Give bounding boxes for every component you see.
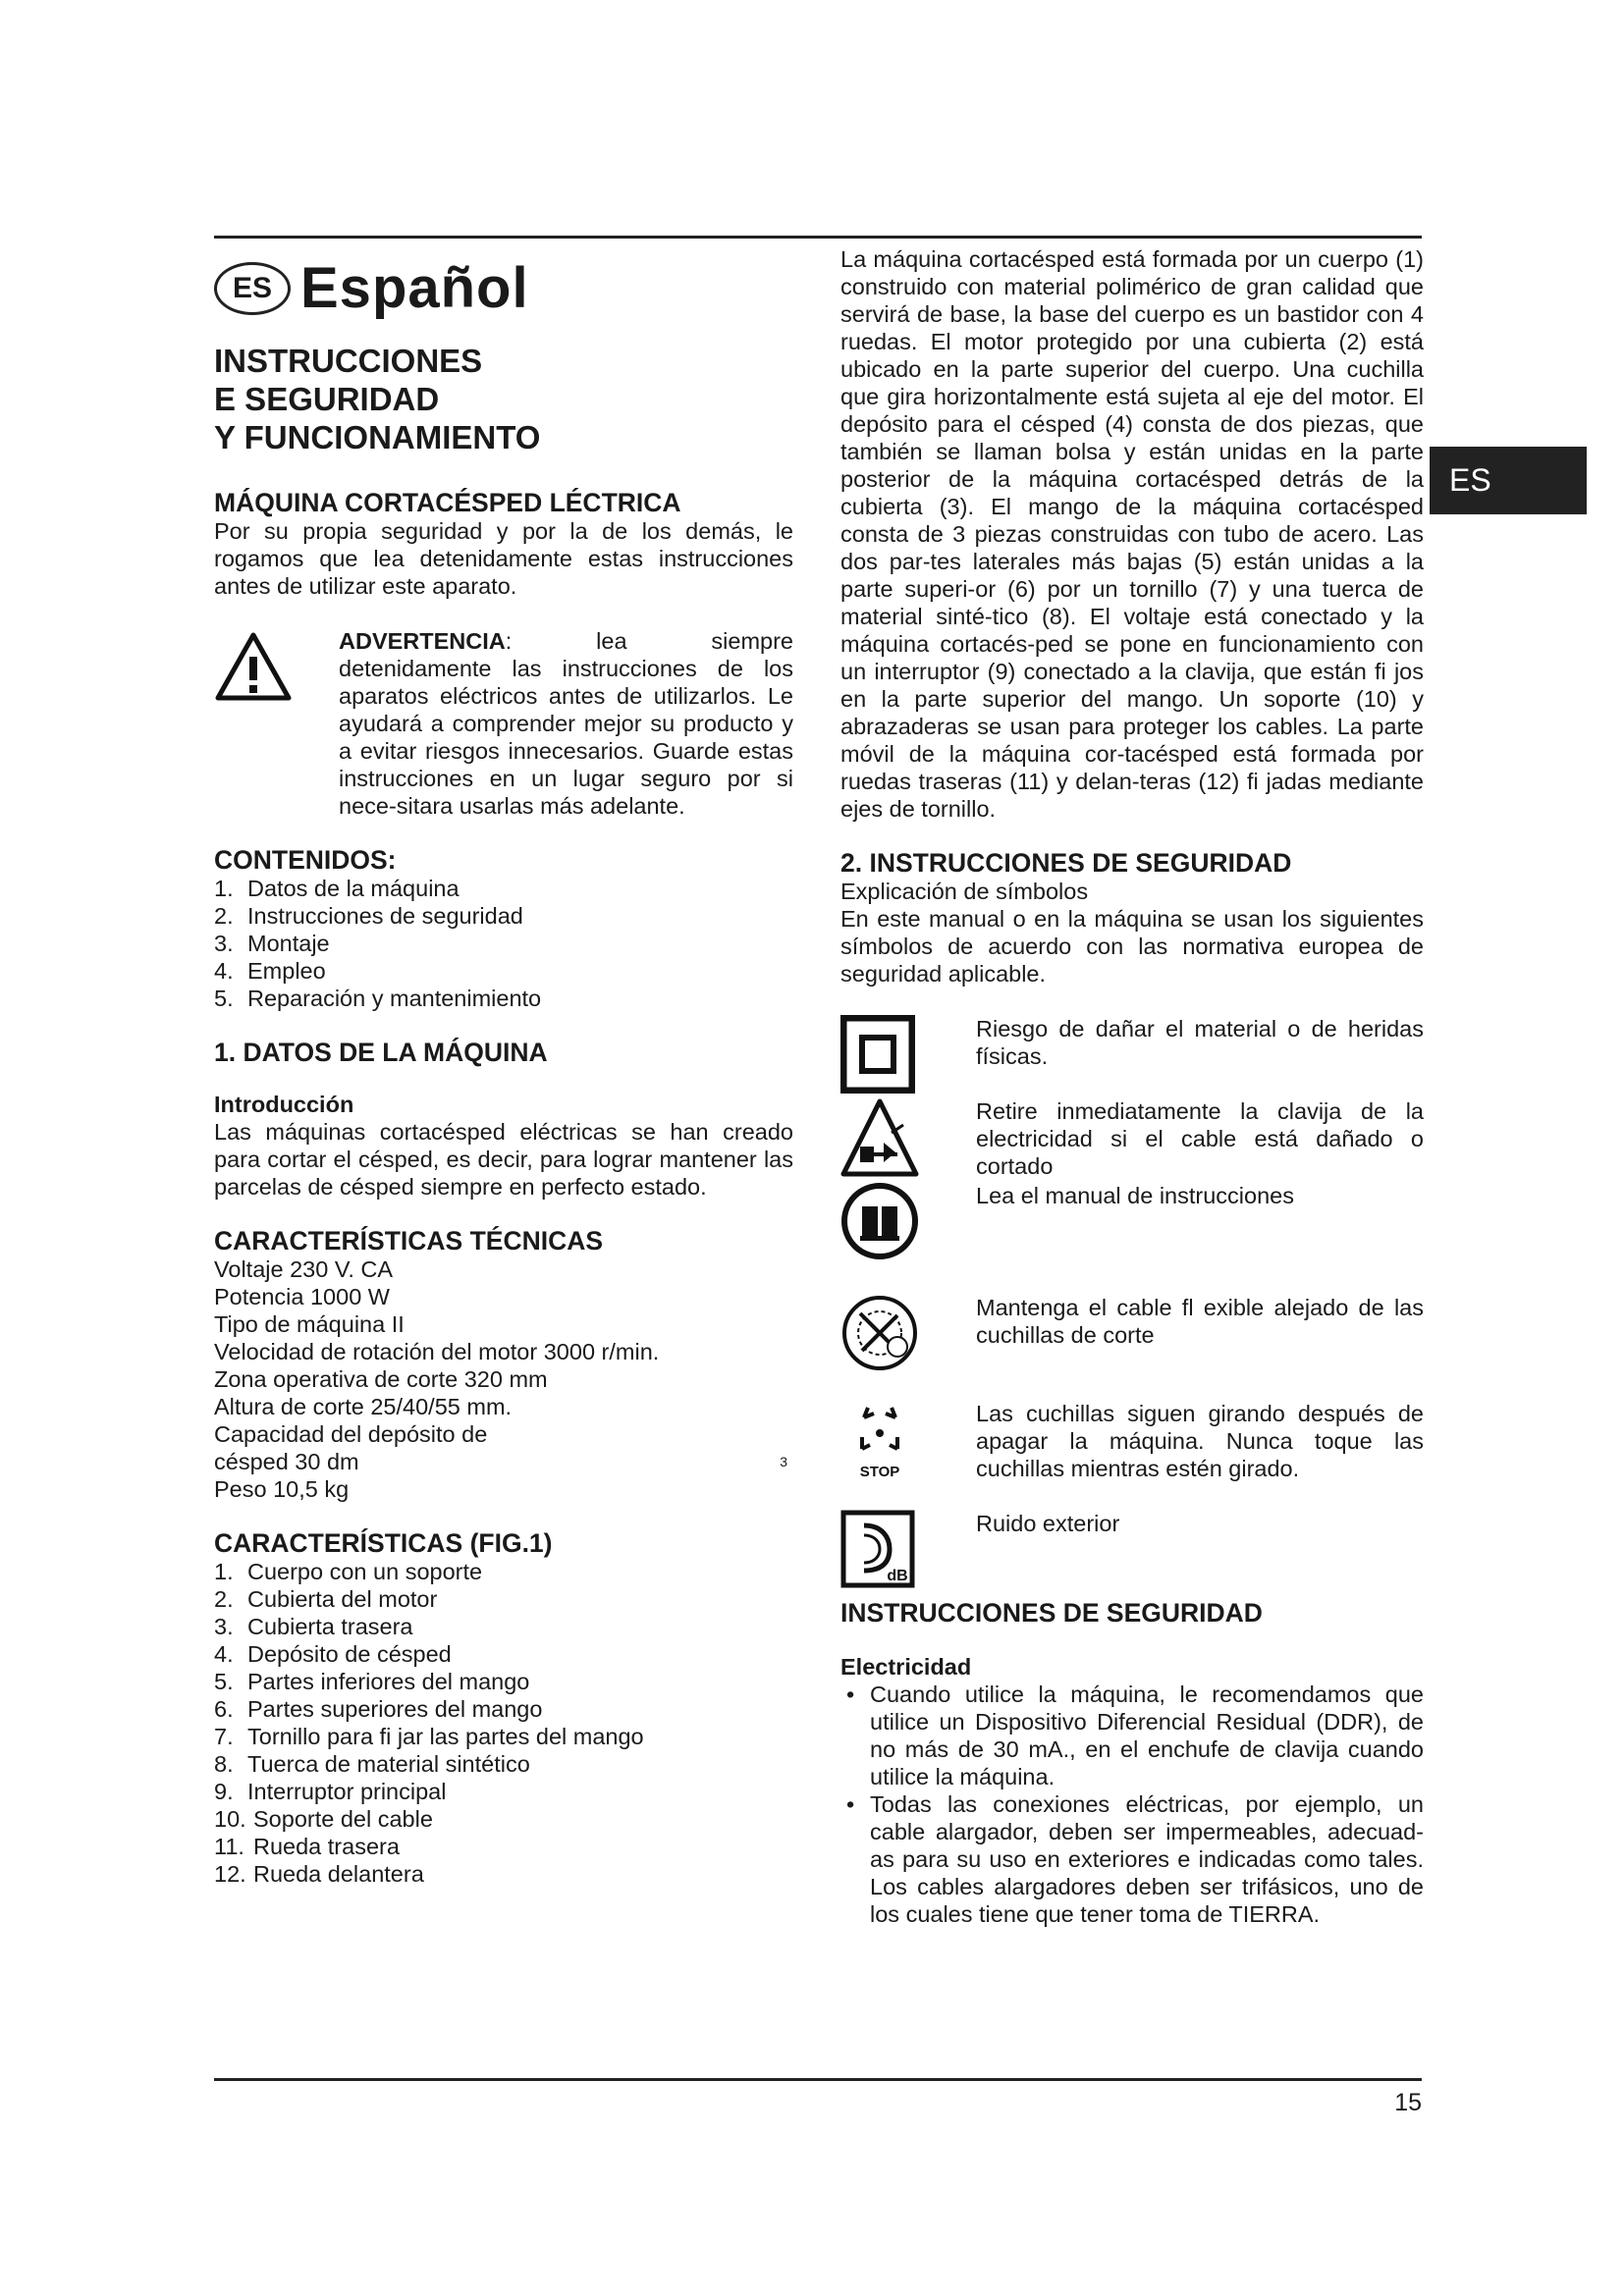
double-insulation-icon xyxy=(840,1015,915,1094)
list-item: 4. Empleo xyxy=(214,958,326,984)
list-item: 2. Instrucciones de seguridad xyxy=(214,903,523,929)
electricity-list xyxy=(840,1681,1424,1928)
list-item: 1. Datos de la máquina xyxy=(214,876,460,901)
section-2-title: 2. INSTRUCCIONES DE SEGURIDAD xyxy=(840,848,1292,878)
introduction-subtitle: Introducción xyxy=(214,1092,354,1117)
document-title xyxy=(214,342,793,456)
left-column xyxy=(214,251,793,1888)
warning-text: : lea siempre detenidamente las instrucciones de los aparatos eléctricos antes de utilizarlos. Le ayudará a comprender mejor su producto y a evitar riesgos innecesarios. Guarde estas instrucciones en un lugar seguro por si nece-sitara usarlas más adelante. xyxy=(339,628,793,819)
title-line-2: E SEGURIDAD xyxy=(214,381,440,417)
read-manual-icon xyxy=(840,1182,919,1260)
safety-instructions-title: INSTRUCCIONES DE SEGURIDAD xyxy=(840,1598,1263,1628)
contents-list xyxy=(214,875,793,1012)
list-item: 10. Soporte del cable xyxy=(214,1806,433,1832)
title-line-3: Y FUNCIONAMIENTO xyxy=(214,419,541,455)
list-item: 4. Depósito de césped xyxy=(214,1641,452,1667)
page-number: 15 xyxy=(1394,2089,1422,2116)
spec-line: Velocidad de rotación del motor 3000 r/min. xyxy=(214,1339,660,1364)
list-item: 2. Cubierta del motor xyxy=(214,1586,438,1612)
warning-block xyxy=(214,627,793,820)
machine-description: La máquina cortacésped está formada por un cuerpo (1) construido con material polimérico de gran calidad que servirá de base, la base del cuerpo es un bastidor con 4 ruedas. El motor protegido por una cubierta (2) está ubicado en la parte superior del cuerpo. Una cuchilla que gira horizontalmente está sujeta al eje del motor. El depósito para el césped (4) consta de dos piezas, que también se llaman bolsa y están unidas en la parte posterior de la máquina cortacésped detrás de la cubierta (3). El mango de la máquina cortacésped consta de 3 piezas construidas con tubo de acero. Las dos par-tes laterales más bajas (5) están unidas a la parte superi-or (6) por un tornillo (7) y una tuerca de material sinté-tico (8). El voltaje está conectado y la máquina cortacés-ped se pone en funcionamiento con un interruptor (9) conectado a la clavija, que están fi jos en la parte superior del mango. Un soporte (10) y abrazaderas se usan para proteger los cables. La parte móvil de la máquina cor-tacésped está formada por ruedas traseras (11) y delan-teras (12) fi jadas mediante ejes de tornillo. xyxy=(840,246,1424,822)
section-1-title: 1. DATOS DE LA MÁQUINA xyxy=(214,1038,548,1067)
machine-title: MÁQUINA CORTACÉSPED LÉCTRICA xyxy=(214,488,681,517)
list-item: 8. Tuerca de material sintético xyxy=(214,1751,530,1777)
keep-cable-away-icon xyxy=(840,1294,919,1372)
list-item: 6. Partes superiores del mango xyxy=(214,1696,543,1722)
spec-line: césped 30 dm 3 xyxy=(214,1449,787,1474)
language-code-badge: ES xyxy=(214,262,291,315)
list-item: 11. Rueda trasera xyxy=(214,1834,400,1859)
symbol-row: Riesgo de dañar el material o de heridas físicas. xyxy=(840,1015,1430,1098)
right-column-top xyxy=(840,245,1424,988)
spec-line: Peso 10,5 kg xyxy=(214,1476,350,1502)
superscript-3: 3 xyxy=(780,1454,787,1469)
introduction-text: Las máquinas cortacésped eléctricas se han creado para cortar el césped, es decir, para lograr mantener las parcelas de césped siempre en perfecto estado. xyxy=(214,1119,793,1200)
spec-line: Tipo de máquina II xyxy=(214,1311,405,1337)
list-item: 9. Interruptor principal xyxy=(214,1779,447,1804)
symbols-subtitle: Explicación de símbolos xyxy=(840,879,1089,904)
list-item: 12. Rueda delantera xyxy=(214,1861,424,1887)
spec-line: Altura de corte 25/40/55 mm. xyxy=(214,1394,513,1419)
list-item: 3. Cubierta trasera xyxy=(214,1614,413,1639)
db-icon-label: dB xyxy=(887,1568,908,1584)
stop-icon-label: STOP xyxy=(859,1464,900,1480)
technical-specs-list xyxy=(214,1255,793,1503)
bottom-rule xyxy=(214,2078,1422,2081)
symbol-row: Retire inmediatamente la clavija de la electricidad si el cable está dañado o cortado xyxy=(840,1097,1430,1183)
spec-line: Capacidad del depósito de xyxy=(214,1421,488,1447)
right-column-bottom xyxy=(840,1598,1424,1928)
spec-line: Voltaje 230 V. CA xyxy=(214,1256,394,1282)
symbol-row: STOP Las cuchillas siguen girando después de apagar la máquina. Nunca toque las cuchillas mientras estén girado. xyxy=(840,1400,1430,1487)
symbol-row: Mantenga el cable fl exible alejado de las cuchillas de corte xyxy=(840,1294,1430,1377)
unplug-warning-icon xyxy=(840,1097,919,1178)
features-title: CARACTERÍSTICAS (FIG.1) xyxy=(214,1528,553,1558)
list-item: • Todas las conexiones eléctricas, por ejemplo, un cable alargador, deben ser impermeables, adecuad-as para su uso en exteriores e indicadas como tales. Los cables alargadores deben ser trifásicos, uno de los cuales tiene que tener toma de TIERRA. xyxy=(840,1790,1424,1928)
features-list xyxy=(214,1558,793,1888)
list-item: 5. Reparación y mantenimiento xyxy=(214,986,542,1011)
list-item: 1. Cuerpo con un soporte xyxy=(214,1559,483,1584)
blades-rotating-stop-icon xyxy=(840,1400,919,1482)
title-line-1: INSTRUCCIONES xyxy=(214,343,483,379)
language-title: Español xyxy=(300,256,529,320)
list-item: 7. Tornillo para fi jar las partes del mango xyxy=(214,1724,644,1749)
spec-line: Potencia 1000 W xyxy=(214,1284,390,1309)
intro-paragraph: Por su propia seguridad y por la de los demás, le rogamos que lea detenidamente estas instrucciones antes de utilizar este aparato. xyxy=(214,518,793,599)
language-header xyxy=(214,251,793,326)
symbols-intro: En este manual o en la máquina se usan los siguientes símbolos de acuerdo con las normativa europea de seguridad aplicable. xyxy=(840,906,1424,987)
noise-db-icon xyxy=(840,1510,915,1588)
language-side-tab: ES xyxy=(1430,447,1587,514)
warning-triangle-icon xyxy=(214,631,293,702)
electricity-subtitle: Electricidad xyxy=(840,1654,972,1680)
list-item: 5. Partes inferiores del mango xyxy=(214,1669,530,1694)
contents-title: CONTENIDOS: xyxy=(214,845,397,875)
symbol-row: dB Ruido exterior xyxy=(840,1510,1430,1593)
symbol-row: Lea el manual de instrucciones xyxy=(840,1182,1430,1265)
list-item: 3. Montaje xyxy=(214,931,330,956)
warning-label: ADVERTENCIA xyxy=(339,628,506,654)
spec-line: Zona operativa de corte 320 mm xyxy=(214,1366,548,1392)
technical-specs-title: CARACTERÍSTICAS TÉCNICAS xyxy=(214,1226,604,1255)
list-item: • Cuando utilice la máquina, le recomendamos que utilice un Dispositivo Diferencial Residual (DDR), de no más de 30 mA., en el enchufe de clavija cuando utilice la máquina. xyxy=(840,1681,1424,1790)
top-rule xyxy=(214,236,1422,239)
